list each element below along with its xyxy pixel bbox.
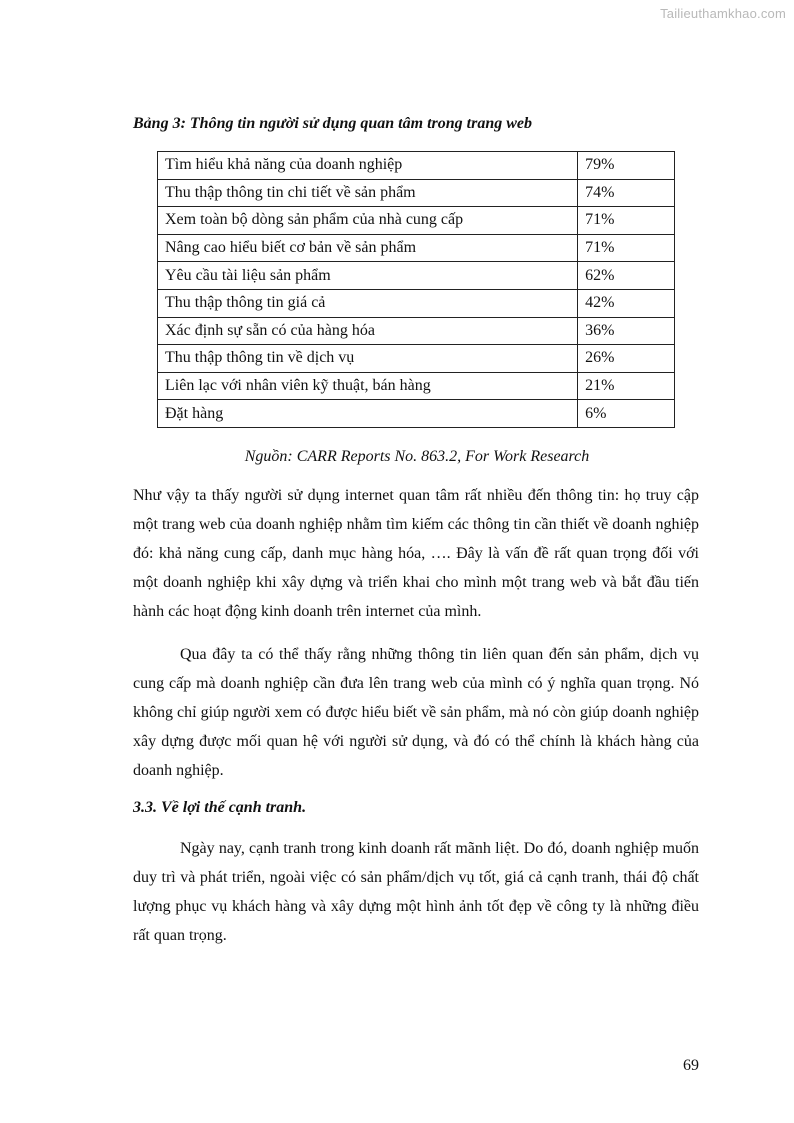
- row-value: 74%: [578, 179, 675, 207]
- row-value: 26%: [578, 345, 675, 373]
- table-row: [158, 345, 675, 373]
- row-value: 42%: [578, 289, 675, 317]
- table-row: [158, 372, 675, 400]
- paragraph-2: Qua đây ta có thể thấy rằng những thông tin liên quan đến sản phẩm, dịch vụ cung cấp mà doanh nghiệp cần đưa lên trang web của mình có ý nghĩa quan trọng. Nó không chỉ giúp người xem có được hiểu biết về sản phẩm, mà nó còn giúp doanh nghiệp xây dựng được mối quan hệ với người sử dụng, và đó có thể chính là khách hàng của doanh nghiệp.: [133, 646, 699, 779]
- row-label: Nâng cao hiểu biết cơ bản về sản phẩm: [158, 234, 578, 262]
- row-value: 71%: [578, 207, 675, 235]
- table-row: [158, 289, 675, 317]
- table-row: [158, 317, 675, 345]
- table-source: Nguồn: CARR Reports No. 863.2, For Work Research: [244, 448, 590, 465]
- row-label: Yêu cầu tài liệu sản phẩm: [158, 262, 578, 290]
- page-number: 69: [683, 1057, 699, 1074]
- row-label: Thu thập thông tin về dịch vụ: [158, 345, 578, 373]
- row-label: Thu thập thông tin giá cả: [158, 289, 578, 317]
- row-value: 36%: [578, 317, 675, 345]
- table-row: [158, 234, 675, 262]
- row-label: Xác định sự sẵn có của hàng hóa: [158, 317, 578, 345]
- watermark: Tailieuthamkhao.com: [660, 6, 786, 21]
- row-label: Đặt hàng: [158, 400, 578, 428]
- row-value: 71%: [578, 234, 675, 262]
- row-label: Thu thập thông tin chi tiết về sản phẩm: [158, 179, 578, 207]
- table-row: [158, 207, 675, 235]
- row-value: 79%: [578, 152, 675, 180]
- table-row: [158, 152, 675, 180]
- row-value: 6%: [578, 400, 675, 428]
- row-label: Tìm hiểu khả năng của doanh nghiệp: [158, 152, 578, 180]
- row-label: Xem toàn bộ dòng sản phẩm của nhà cung cấp: [158, 207, 578, 235]
- section-heading: 3.3. Về lợi thế cạnh tranh.: [133, 799, 307, 816]
- table-row: [158, 179, 675, 207]
- row-value: 62%: [578, 262, 675, 290]
- table-title: Bảng 3: Thông tin người sử dụng quan tâm trong trang web: [133, 115, 532, 132]
- row-label: Liên lạc với nhân viên kỹ thuật, bán hàng: [158, 372, 578, 400]
- paragraph-1: Như vậy ta thấy người sử dụng internet quan tâm rất nhiều đến thông tin: họ truy cập một trang web của doanh nghiệp nhằm tìm kiếm các thông tin cần thiết về doanh nghiệp đó: khả năng cung cấp, danh mục hàng hóa, …. Đây là vấn đề rất quan trọng đối với một doanh nghiệp khi xây dựng và triển khai cho mình một trang web và bắt đầu tiến hành các hoạt động kinh doanh trên internet của mình.: [133, 487, 699, 620]
- paragraph-3: Ngày nay, cạnh tranh trong kinh doanh rất mãnh liệt. Do đó, doanh nghiệp muốn duy trì và phát triển, ngoài việc có sản phẩm/dịch vụ tốt, giá cả cạnh tranh, thái độ chất lượng phục vụ khách hàng và xây dựng một hình ảnh tốt đẹp về công ty là những điều rất quan trọng.: [133, 840, 699, 944]
- table-row: [158, 400, 675, 428]
- table-row: [158, 262, 675, 290]
- data-table: [157, 151, 675, 428]
- row-value: 21%: [578, 372, 675, 400]
